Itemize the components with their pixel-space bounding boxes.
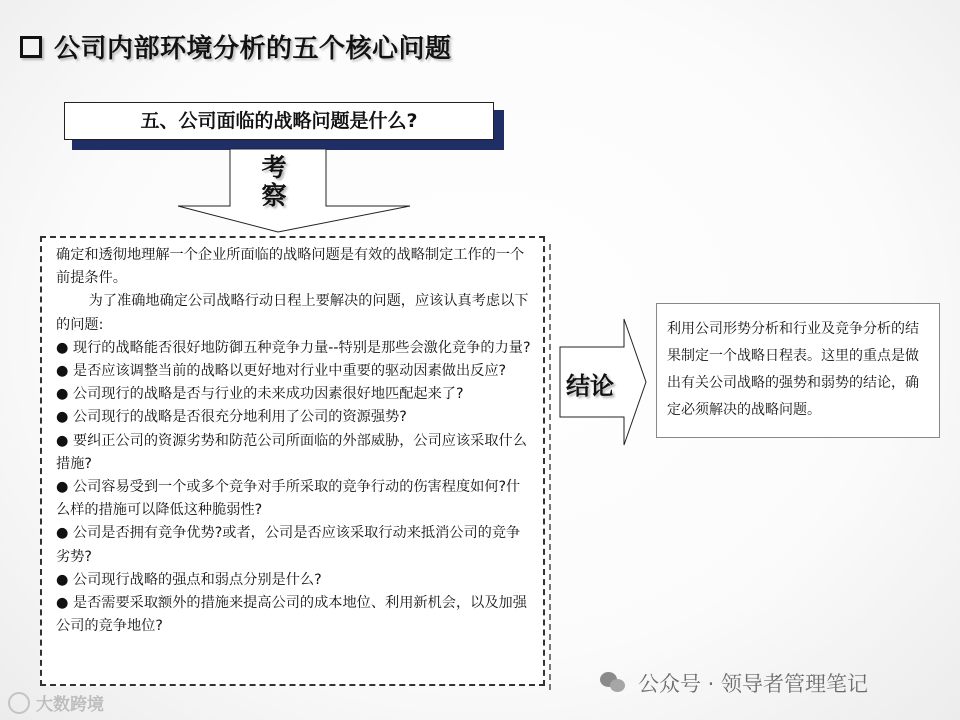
bullet-item: ● 现行的战略能否很好地防御五种竞争力量--特别是那些会激化竞争的力量?: [56, 337, 531, 360]
bullet-item: ● 公司现行的战略是否与行业的未来成功因素很好地匹配起来了?: [56, 383, 531, 406]
content-intro: 确定和透彻地理解一个企业所面临的战略问题是有效的战略制定工作的一个前提条件。: [56, 247, 525, 287]
page-title: [20, 28, 452, 65]
watermark-left-text: 大数跨境: [36, 695, 104, 715]
conclusion-box: 利用公司形势分析和行业及竞争分析的结果制定一个战略日程表。这里的重点是做出有关公司战略的强势和弱势的结论，确定必须解决的战略问题。: [656, 303, 940, 438]
page-title-text: 公司内部环境分析的五个核心问题: [54, 34, 452, 64]
watermark-right: [600, 668, 868, 698]
logo-icon: [8, 692, 30, 714]
wechat-icon: [600, 672, 626, 694]
question-box: 五、公司面临的战略问题是什么?: [64, 102, 494, 140]
bullet-item: ● 公司现行的战略是否很充分地利用了公司的资源强势?: [56, 406, 531, 429]
down-arrow-label: 考 察: [261, 153, 287, 210]
checkbox-icon: [20, 36, 42, 58]
bullet-item: ● 是否应该调整当前的战略以更好地对行业中重要的驱动因素做出反应?: [56, 360, 531, 383]
down-arrow-icon: [170, 148, 432, 234]
bullet-item: ● 公司是否拥有竞争优势?或者，公司是否应该采取行动来抵消公司的竞争劣势?: [56, 522, 531, 568]
bullet-item: ● 公司现行战略的强点和弱点分别是什么?: [56, 569, 531, 592]
bullet-item: ● 公司容易受到一个或多个竞争对手所采取的竞争行动的伤害程度如何?什么样的措施可以降低这种脆弱性?: [56, 476, 531, 522]
bullet-item: ● 是否需要采取额外的措施来提高公司的成本地位、利用新机会，以及加强公司的竞争地位?: [56, 592, 531, 638]
bullet-item: ● 要纠正公司的资源劣势和防范公司所面临的外部威胁，公司应该采取什么措施?: [56, 430, 531, 476]
content-intro-2: 为了准确地确定公司战略行动日程上要解决的问题，应该认真考虑以下的问题:: [56, 293, 529, 333]
content-box-shadow: [543, 244, 551, 690]
content-box: [40, 236, 545, 686]
watermark-right-text: 公众号 · 领导者管理笔记: [638, 672, 869, 696]
watermark-left: [8, 690, 104, 715]
right-arrow-label: 结论: [566, 372, 614, 400]
